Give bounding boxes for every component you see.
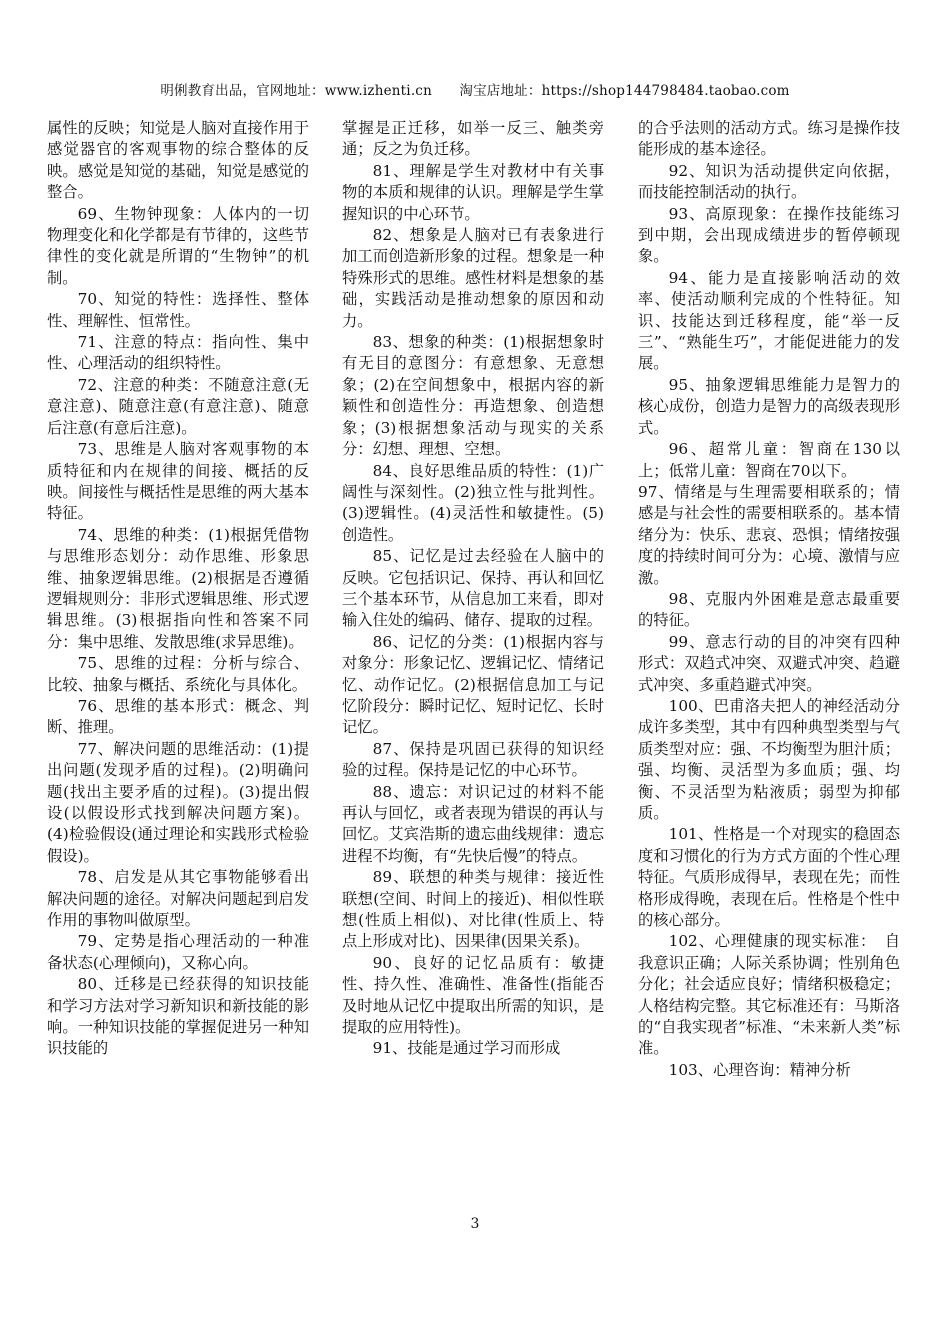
paragraph: 98、克服内外困难是意志最重要的特征。 <box>638 589 900 630</box>
paragraph: 74、思维的种类：(1)根据凭借物与思维形态划分：动作思维、形象思维、抽象逻辑思维。(2)根据是否遵循逻辑规则分：非形式逻辑思维、形式逻辑思维。(3)根据指向性和答案不同分：集中思维、发散思维(求异思维)。 <box>47 525 309 651</box>
paragraph: 99、意志行动的目的冲突有四种形式：双趋式冲突、双避式冲突、趋避式冲突、多重趋避式冲突。 <box>638 632 900 694</box>
paragraph: 87、保持是巩固已获得的知识经验的过程。保持是记忆的中心环节。 <box>342 739 604 780</box>
paragraph: 69、生物钟现象：人体内的一切物理变化和化学都是有节律的，这些节律性的变化就是所谓的“生物钟”的机制。 <box>47 204 309 287</box>
text-column-2 <box>342 118 604 1060</box>
paragraph: 76、思维的基本形式：概念、判断、推理。 <box>47 696 309 737</box>
paragraph: 93、高原现象：在操作技能练习到中期，会出现成绩进步的暂停顿现象。 <box>638 204 900 266</box>
paragraph: 71、注意的特点：指向性、集中性、心理活动的组织特性。 <box>47 333 309 373</box>
paragraph: 84、良好思维品质的特性：(1)广阔性与深刻性。(2)独立性与批判性。(3)逻辑性。(4)灵活性和敏捷性。(5)创造性。 <box>342 461 604 544</box>
paragraph: 75、思维的过程：分析与综合、比较、抽象与概括、系统化与具体化。 <box>47 654 309 694</box>
text-column-1 <box>47 118 309 1060</box>
paragraph: 79、定势是指心理活动的一种准备状态(心理倾向)，又称心向。 <box>47 932 309 972</box>
paragraph: 72、注意的种类：不随意注意(无意注意)、随意注意(有意注意)、随意后注意(有意后注意)。 <box>47 375 309 437</box>
paragraph: 96、超常儿童：智商在130以上；低常儿童：智商在70以下。 <box>638 440 900 480</box>
paragraph: 属性的反映；知觉是人脑对直接作用于感觉器官的客观事物的综合整体的反映。感觉是知觉的基础，知觉是感觉的整合。 <box>47 119 309 202</box>
paragraph: 91、技能是通过学习而形成 <box>372 1039 561 1058</box>
paragraph: 70、知觉的特性：选择性、整体性、理解性、恒常性。 <box>47 290 309 330</box>
paragraph: 92、知识为活动提供定向依据，而技能控制活动的执行。 <box>638 161 900 202</box>
paragraph: 90、良好的记忆品质有：敏捷性、持久性、准确性、准备性(指能否及时地从记忆中提取出所需的知识，是提取的应用特性)。 <box>342 953 604 1037</box>
paragraph: 94、能力是直接影响活动的效率、使活动顺利完成的个性特征。知识、技能达到迁移程度，能“举一反三”、“熟能生巧”，才能促进能力的发展。 <box>638 268 900 373</box>
paragraph: 的合乎法则的活动方式。练习是操作技能形成的基本途径。 <box>638 119 900 159</box>
paragraph: 85、记忆是过去经验在人脑中的反映。它包括识记、保持、再认和回忆三个基本环节，从信息加工来看，即对输入住处的编码、储存、提取的过程。 <box>342 547 604 630</box>
paragraph: 86、记忆的分类：(1)根据内容与对象分：形象记忆、逻辑记忆、情绪记忆、动作记忆。(2)根据信息加工与记忆阶段分：瞬时记忆、短时记忆、长时记忆。 <box>342 632 604 737</box>
paragraph: 掌握是正迁移，如举一反三、触类旁通；反之为负迁移。 <box>342 119 604 159</box>
paragraph: 82、想象是人脑对已有表象进行加工而创造新形象的过程。想象是一种特殊形式的思维。感性材料是想象的基础，实践活动是推动想象的原因和动力。 <box>342 226 604 330</box>
paragraph: 97、情绪是与生理需要相联系的；情感是与社会性的需要相联系的。基本情绪分为：快乐、悲哀、恐惧；情绪按强度的持续时间可分为：心境、激情与应激。 <box>638 482 900 587</box>
paragraph: 103、心理咨询：精神分析 <box>668 1060 851 1079</box>
paragraph: 89、联想的种类与规律：接近性联想(空间、时间上的接近)、相似性联想(性质上相似)、对比律(性质上、特点上形成对比)、因果律(因果关系)。 <box>342 868 604 951</box>
page-header: 明俐教育出品，官网地址：www.izhenti.cn 淘宝店地址：https://shop144798484.taobao.com <box>160 83 790 99</box>
paragraph: 80、迁移是已经获得的知识技能和学习方法对学习新知识和新技能的影响。一种知识技能的掌握促进另一种知识技能的 <box>47 975 309 1058</box>
page-number: 3 <box>470 1216 480 1232</box>
paragraph: 83、想象的种类：(1)根据想象时有无目的意图分：有意想象、无意想象；(2)在空间想象中，根据内容的新颖性和创造性分：再造想象、创造想象；(3)根据想象活动与现实的关系分：幻想、理想、空想。 <box>342 333 604 459</box>
paragraph: 102、心理健康的现实标准： 自我意识正确；人际关系协调；性别角色分化；社会适应良好；情绪积极稳定；人格结构完整。其它标准还有：马斯洛的“自我实现者”标准、“未来新人类”标准。 <box>638 932 900 1058</box>
paragraph: 81、理解是学生对教材中有关事物的本质和规律的认识。理解是学生掌握知识的中心环节。 <box>342 161 604 223</box>
paragraph: 101、性格是一个对现实的稳固态度和习惯化的行为方式方面的个性心理特征。气质形成得早，表现在先；而性格形成得晚，表现在后。性格是个性中的核心部分。 <box>638 825 900 930</box>
paragraph: 78、启发是从其它事物能够看出解决问题的途径。对解决问题起到启发作用的事物叫做原型。 <box>47 868 309 930</box>
paragraph: 88、遗忘：对识记过的材料不能再认与回忆，或者表现为错误的再认与回忆。艾宾浩斯的遗忘曲线规律：遗忘进程不均衡，有“先快后慢”的特点。 <box>342 782 604 865</box>
paragraph: 77、解决问题的思维活动：(1)提出问题(发现矛盾的过程)。(2)明确问题(找出主要矛盾的过程)。(3)提出假设(以假设形式找到解决问题方案)。(4)检验假设(通过理论和实践形式检验假设)。 <box>47 739 309 865</box>
paragraph: 100、巴甫洛夫把人的神经活动分成许多类型，其中有四种典型类型与气质类型对应：强、不均衡型为胆汁质；强、均衡、灵活型为多血质；强、均衡、不灵活型为粘液质；弱型为抑郁质。 <box>638 696 900 822</box>
paragraph: 95、抽象逻辑思维能力是智力的核心成份，创造力是智力的高级表现形式。 <box>638 375 900 437</box>
text-column-3 <box>638 118 900 1081</box>
paragraph: 73、思维是人脑对客观事物的本质特征和内在规律的间接、概括的反映。间接性与概括性是思维的两大基本特征。 <box>47 440 309 523</box>
